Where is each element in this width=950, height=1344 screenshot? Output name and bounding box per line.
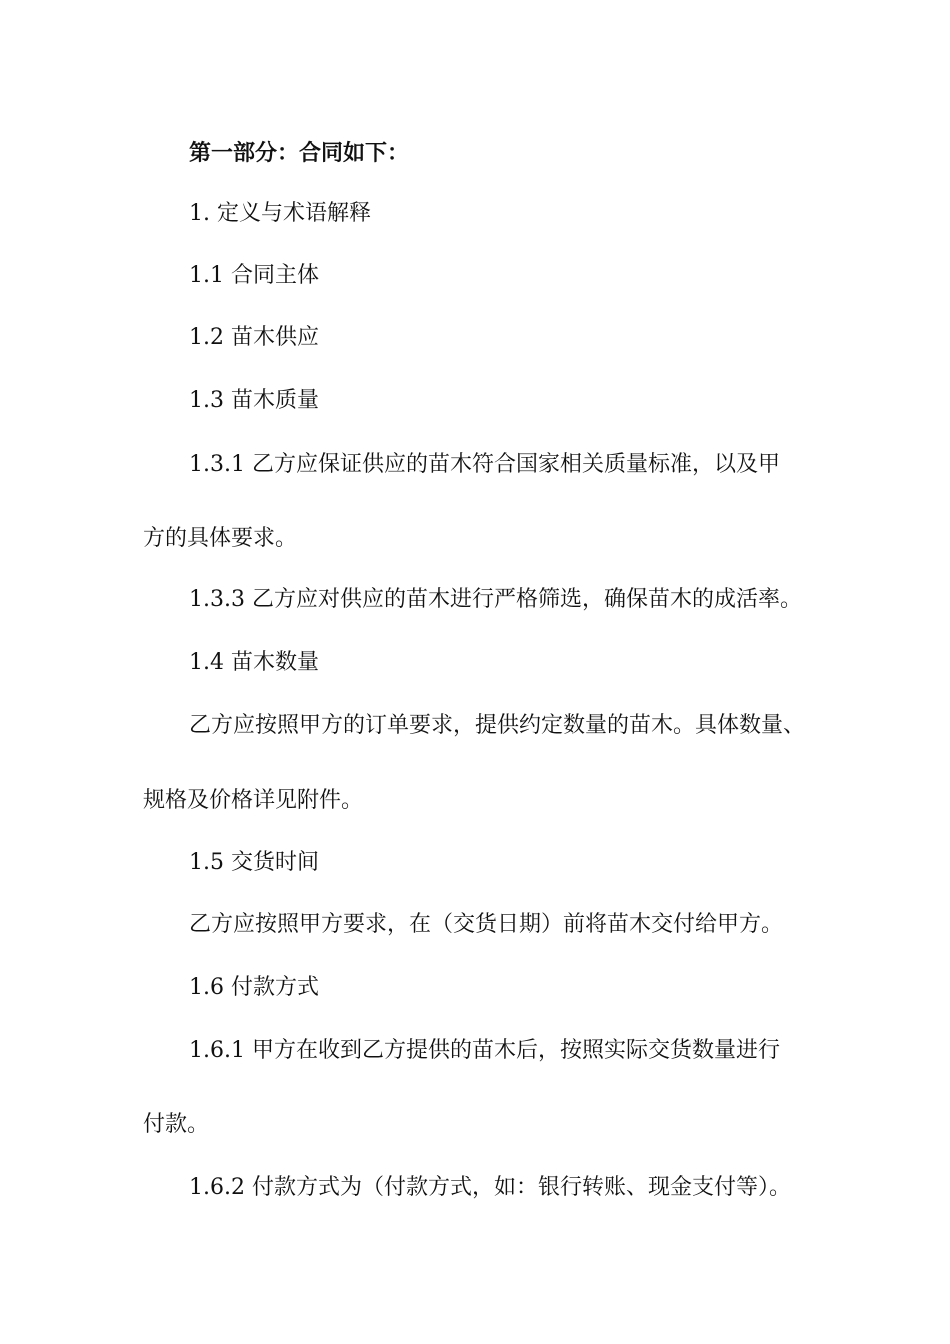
clause-1-5: 1.5 交货时间 xyxy=(189,850,319,875)
clause-1-3: 1.3 苗木质量 xyxy=(189,388,319,413)
clause-1-3-3: 1.3.3 乙方应对供应的苗木进行严格筛选，确保苗木的成活率。 xyxy=(189,587,802,612)
section-heading: 第一部分：合同如下： xyxy=(189,140,410,166)
clause-1-5-text: 乙方应按照甲方要求，在（交货日期）前将苗木交付给甲方。 xyxy=(189,912,784,937)
clause-1-4-text-continued: 规格及价格详见附件。 xyxy=(143,788,364,813)
clause-1-3-1-continued: 方的具体要求。 xyxy=(143,526,298,551)
clause-1-2: 1.2 苗木供应 xyxy=(189,325,319,350)
clause-1-1: 1.1 合同主体 xyxy=(189,263,319,288)
clause-1-6-1-continued: 付款。 xyxy=(143,1112,210,1137)
clause-1: 1. 定义与术语解释 xyxy=(189,201,371,226)
clause-1-6: 1.6 付款方式 xyxy=(189,975,319,1000)
clause-1-3-1: 1.3.1 乙方应保证供应的苗木符合国家相关质量标准，以及甲 xyxy=(189,452,780,477)
clause-1-4: 1.4 苗木数量 xyxy=(189,650,319,675)
clause-1-6-1: 1.6.1 甲方在收到乙方提供的苗木后，按照实际交货数量进行 xyxy=(189,1038,780,1063)
clause-1-6-2: 1.6.2 付款方式为（付款方式，如：银行转账、现金支付等）。 xyxy=(189,1175,791,1200)
clause-1-4-text: 乙方应按照甲方的订单要求，提供约定数量的苗木。具体数量、 xyxy=(189,713,806,738)
